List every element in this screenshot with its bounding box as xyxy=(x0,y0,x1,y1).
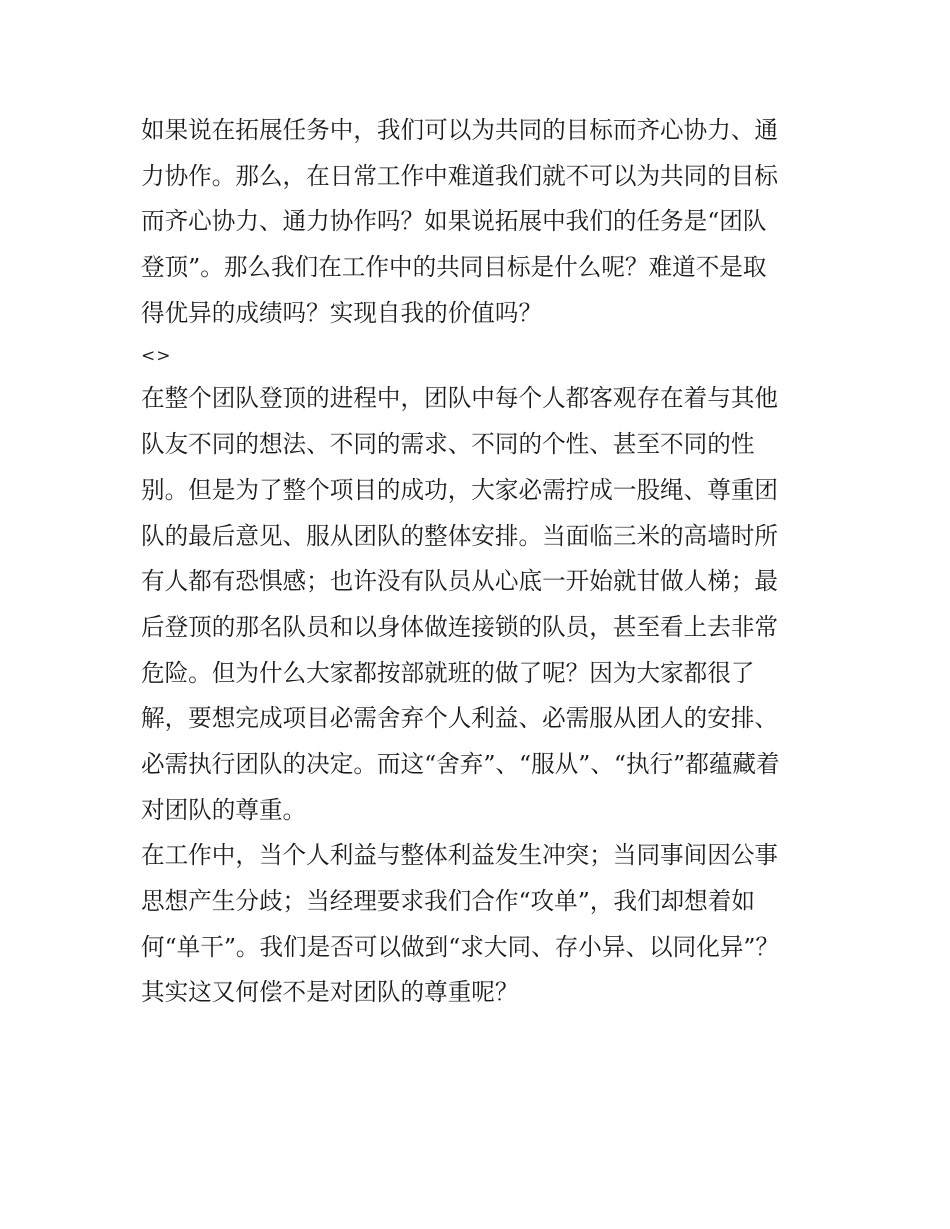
paragraph-3 xyxy=(141,833,819,1016)
section-divider-mark: <> xyxy=(141,346,172,367)
text-line: 在工作中，当个人利益与整体利益发生冲突；当同事间因公事 xyxy=(141,841,779,870)
paragraph-1 xyxy=(141,108,819,336)
text-line: 如果说在拓展任务中，我们可以为共同的目标而齐心协力、通 xyxy=(141,116,779,144)
paragraph-2 xyxy=(141,376,819,833)
text-line: 对团队的尊重。 xyxy=(141,795,307,824)
text-line: 思想产生分歧；当经理要求我们合作“攻单”，我们却想着如 xyxy=(141,887,755,915)
text-line: 力协作。那么，在日常工作中难道我们就不可以为共同的目标 xyxy=(141,161,779,190)
text-line: 登顶”。那么我们在工作中的共同目标是什么呢？难道不是取 xyxy=(141,253,767,282)
text-line: 得优异的成绩吗？实现自我的价值吗？ xyxy=(141,298,543,327)
text-line: 必需执行团队的决定。而这“舍弃”、“服从”、“执行”都蕴藏着 xyxy=(141,749,780,778)
text-line: 在整个团队登顶的进程中，团队中每个人都客观存在着与其他 xyxy=(141,384,779,413)
text-line: 后登顶的那名队员和以身体做连接锁的队员，甚至看上去非常 xyxy=(141,612,779,641)
text-line: 其实这又何偿不是对团队的尊重呢？ xyxy=(141,978,519,1007)
text-line: 队友不同的想法、不同的需求、不同的个性、甚至不同的性 xyxy=(141,430,755,459)
text-line: 解，要想完成项目必需舍弃个人利益、必需服从团人的安排、 xyxy=(141,704,779,733)
text-line: 别。但是为了整个项目的成功，大家必需拧成一股绳、尊重团 xyxy=(141,475,779,504)
text-line: 危险。但为什么大家都按部就班的做了呢？因为大家都很了 xyxy=(141,658,755,687)
text-line: 队的最后意见、服从团队的整体安排。当面临三米的高墙时所 xyxy=(141,521,779,550)
text-line: 何“单干”。我们是否可以做到“求大同、存小异、以同化异”？ xyxy=(141,932,780,961)
text-line: 有人都有恐惧感；也许没有队员从心底一开始就甘做人梯；最 xyxy=(141,567,779,596)
text-line: 而齐心协力、通力协作吗？如果说拓展中我们的任务是“团队 xyxy=(141,207,767,236)
document-body xyxy=(141,108,819,1016)
